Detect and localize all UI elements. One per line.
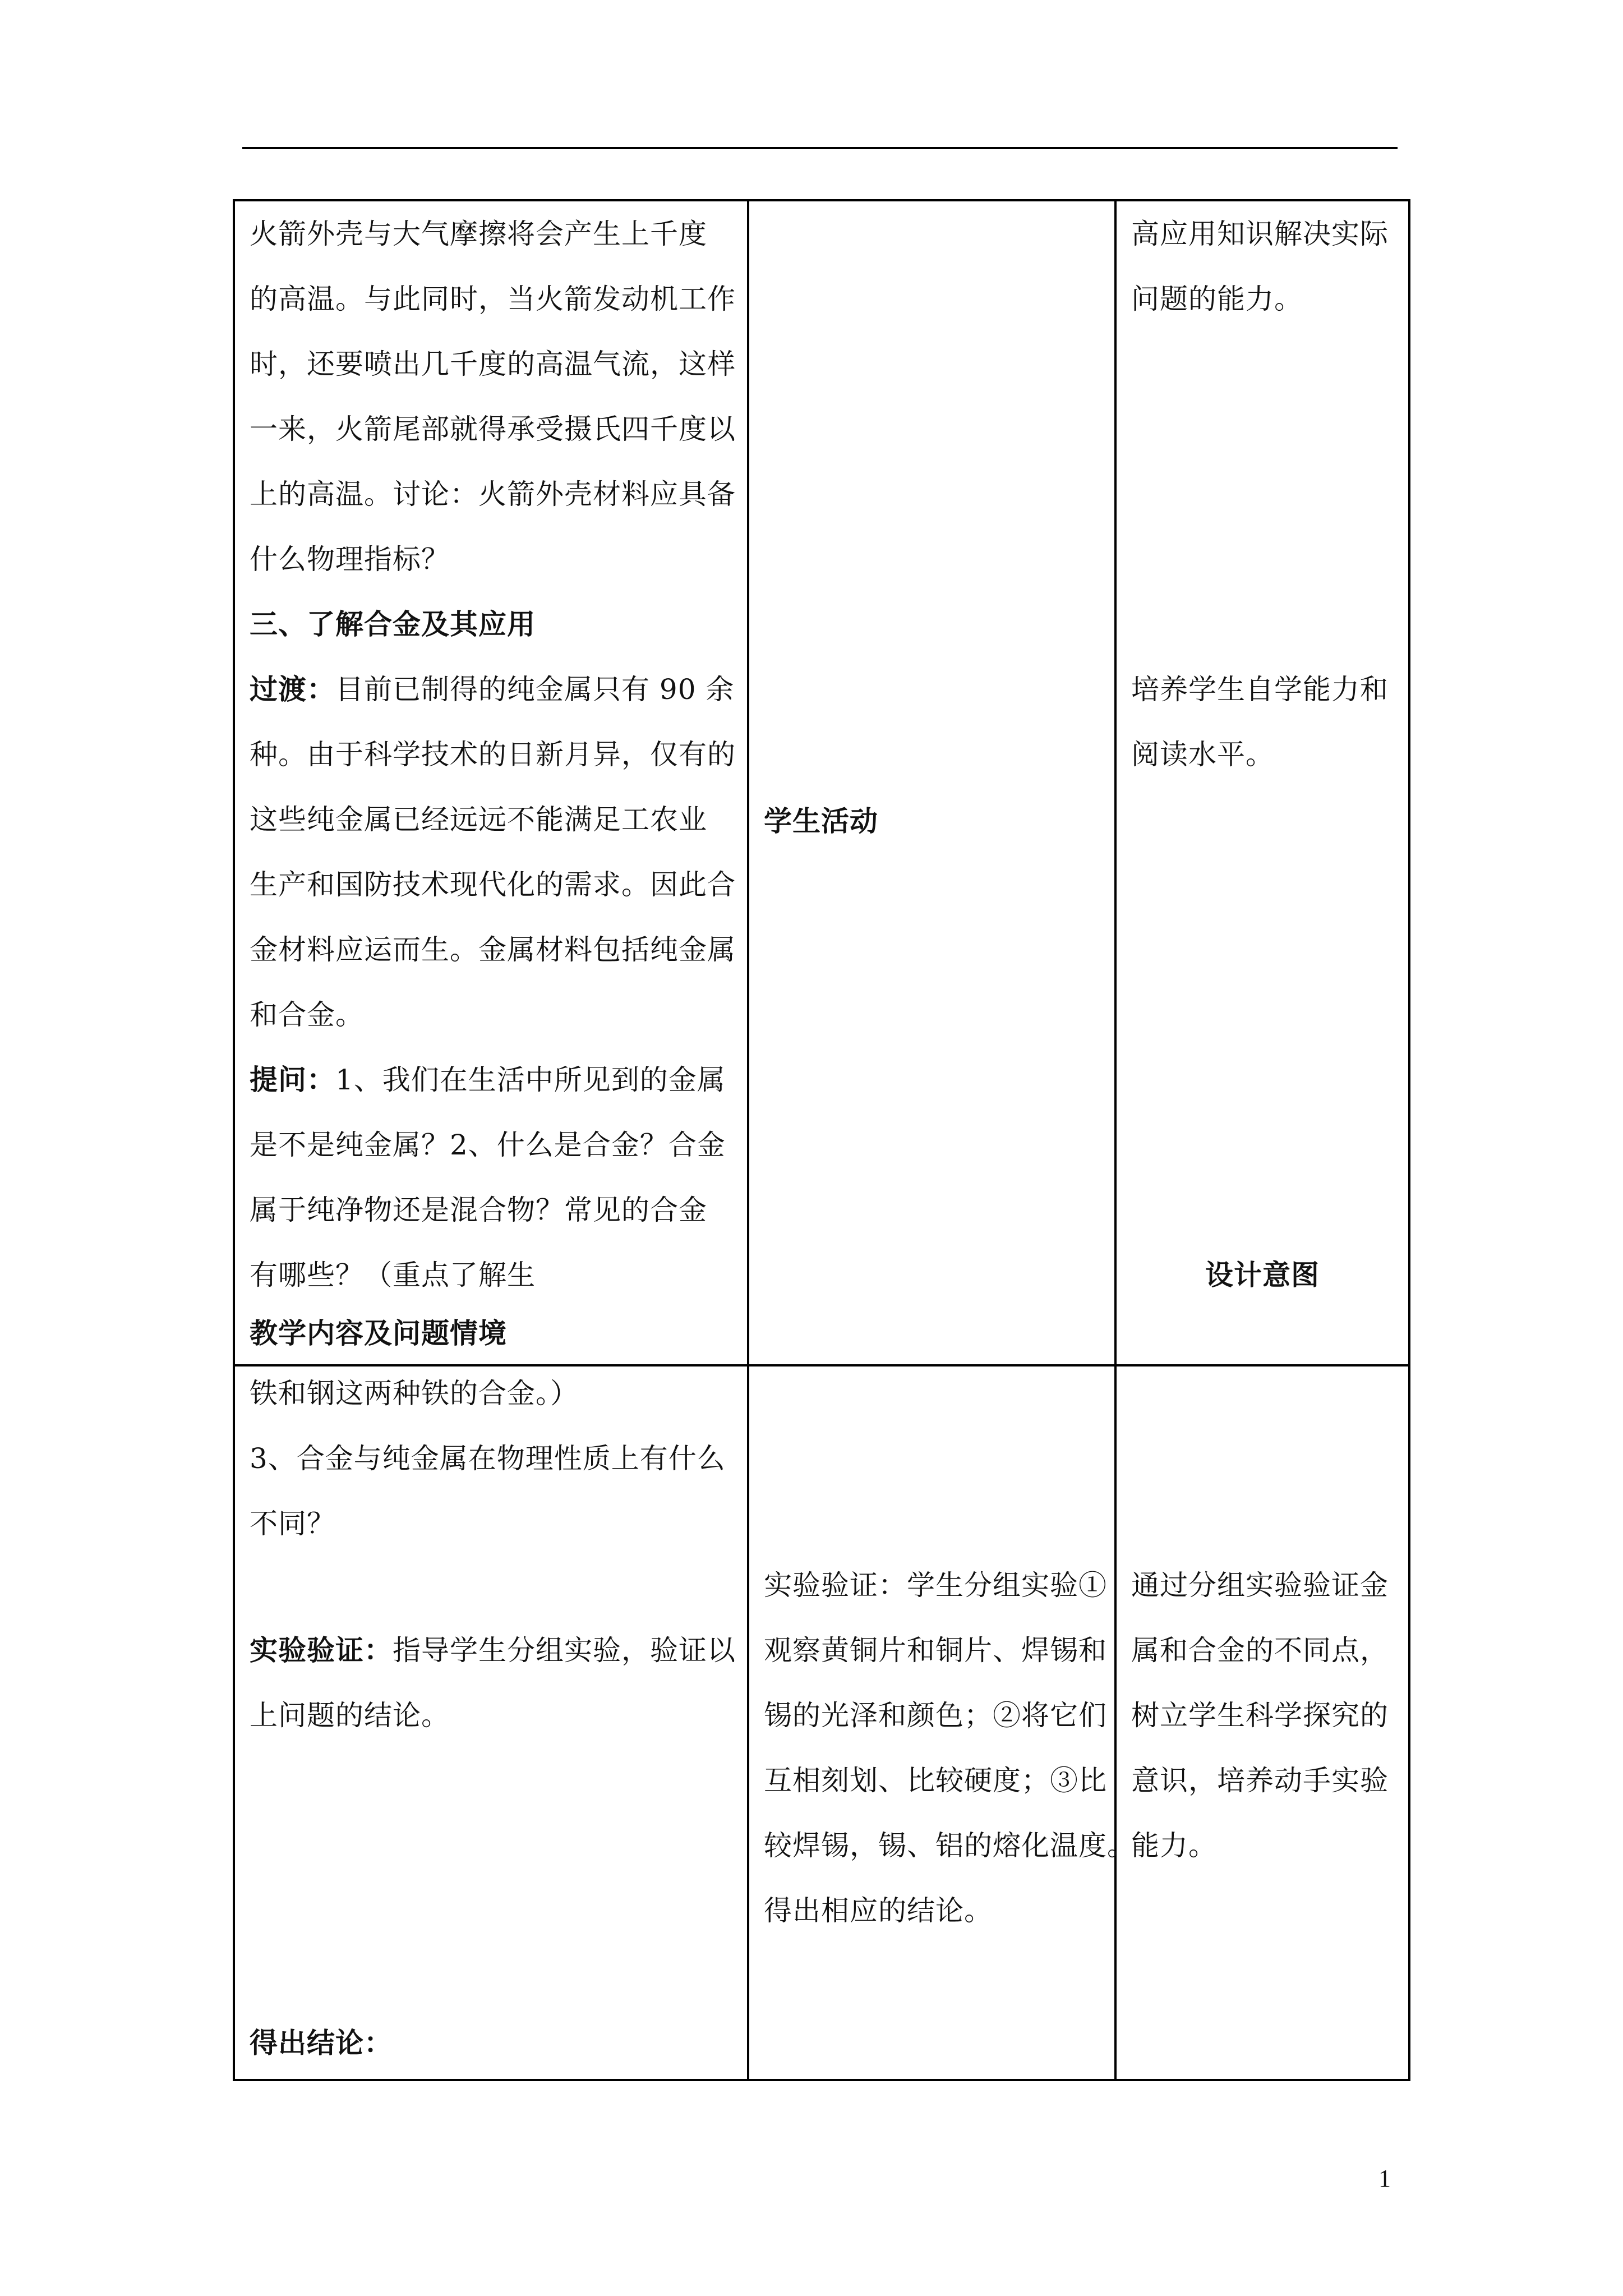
text-line: 能力。 [1131, 1829, 1217, 1862]
column-header-student-activity: 学生活动 [764, 804, 878, 838]
text-line: 有哪些？（重点了解生 [250, 1259, 536, 1291]
teaching-content-cell [234, 200, 748, 1365]
page-number: 1 [1378, 2165, 1391, 2192]
text-line: 问题的能力。 [1131, 283, 1303, 315]
design-intent-cell [1115, 1365, 1409, 2080]
text-line: 培养学生自学能力和 [1131, 673, 1389, 706]
text-line: 种。由于科学技术的日新月异，仅有的 [250, 738, 736, 771]
text-line: 不同？ [250, 1507, 335, 1540]
text-line: 什么物理指标？ [250, 543, 450, 576]
question-label: 提问： [250, 1063, 335, 1096]
design-intent-cell [1115, 200, 1409, 1365]
text-line: 属和合金的不同点， [1131, 1634, 1389, 1667]
text-line: 铁和钢这两种铁的合金。） [250, 1377, 579, 1410]
experiment-label: 实验验证： [250, 1634, 393, 1667]
text-line: 的高温。与此同时，当火箭发动机工作 [250, 283, 736, 315]
transition-label: 过渡： [250, 673, 335, 706]
text-line: 较焊锡，锡、铝的熔化温度。 [764, 1829, 1136, 1862]
section-heading: 三、了解合金及其应用 [250, 608, 536, 641]
teaching-content-cell [234, 1365, 748, 2080]
text-line: 生产和国防技术现代化的需求。因此合 [250, 868, 736, 901]
text-line: 火箭外壳与大气摩擦将会产生上千度 [250, 218, 707, 250]
text-line: 3、合金与纯金属在物理性质上有什么 [250, 1442, 726, 1475]
text-line: 这些纯金属已经远远不能满足工农业 [250, 803, 707, 836]
text-line: 高应用知识解决实际 [1131, 218, 1389, 250]
text-line: 意识，培养动手实验 [1131, 1764, 1389, 1797]
text-line: 上问题的结论。 [250, 1699, 450, 1732]
text-line: 一来，火箭尾部就得承受摄氏四千度以 [250, 413, 736, 445]
text-line: 互相刻划、比较硬度；③比 [764, 1764, 1107, 1797]
text-line: 得出相应的结论。 [764, 1894, 993, 1927]
header-rule [242, 147, 1398, 149]
text-line: 通过分组实验验证金 [1131, 1569, 1389, 1602]
text-line: 时，还要喷出几千度的高温气流，这样 [250, 348, 736, 380]
text-line: 和合金。 [250, 999, 364, 1031]
text-line: 提问：1、我们在生活中所见到的金属 [250, 1063, 726, 1096]
text-line: 金材料应运而生。金属材料包括纯金属 [250, 933, 736, 966]
conclusion-label: 得出结论： [250, 2026, 393, 2059]
column-header-teaching-content: 教学内容及问题情境 [250, 1317, 507, 1350]
text-line: 锡的光泽和颜色；②将它们 [764, 1699, 1107, 1732]
text-line: 过渡：目前已制得的纯金属只有 90 余 [250, 673, 735, 706]
student-activity-cell [748, 1365, 1136, 2080]
table-row [234, 200, 1409, 1365]
text-line: 树立学生科学探究的 [1131, 1699, 1389, 1732]
column-header-design-intent: 设计意图 [1205, 1258, 1320, 1291]
text-line: 是不是纯金属？2、什么是合金？合金 [250, 1129, 726, 1161]
text-line: 观察黄铜片和铜片、焊锡和 [764, 1634, 1107, 1667]
lesson-plan-table [233, 199, 1410, 2081]
text-line: 上的高温。讨论：火箭外壳材料应具备 [250, 478, 736, 510]
text-line: 阅读水平。 [1131, 738, 1274, 771]
text-line: 实验验证：学生分组实验① [764, 1569, 1107, 1602]
table-row [234, 1365, 1409, 2080]
text-line: 属于纯净物还是混合物？常见的合金 [250, 1194, 707, 1226]
student-activity-cell [748, 200, 1115, 1365]
text-line: 实验验证：指导学生分组实验，验证以 [250, 1634, 736, 1667]
